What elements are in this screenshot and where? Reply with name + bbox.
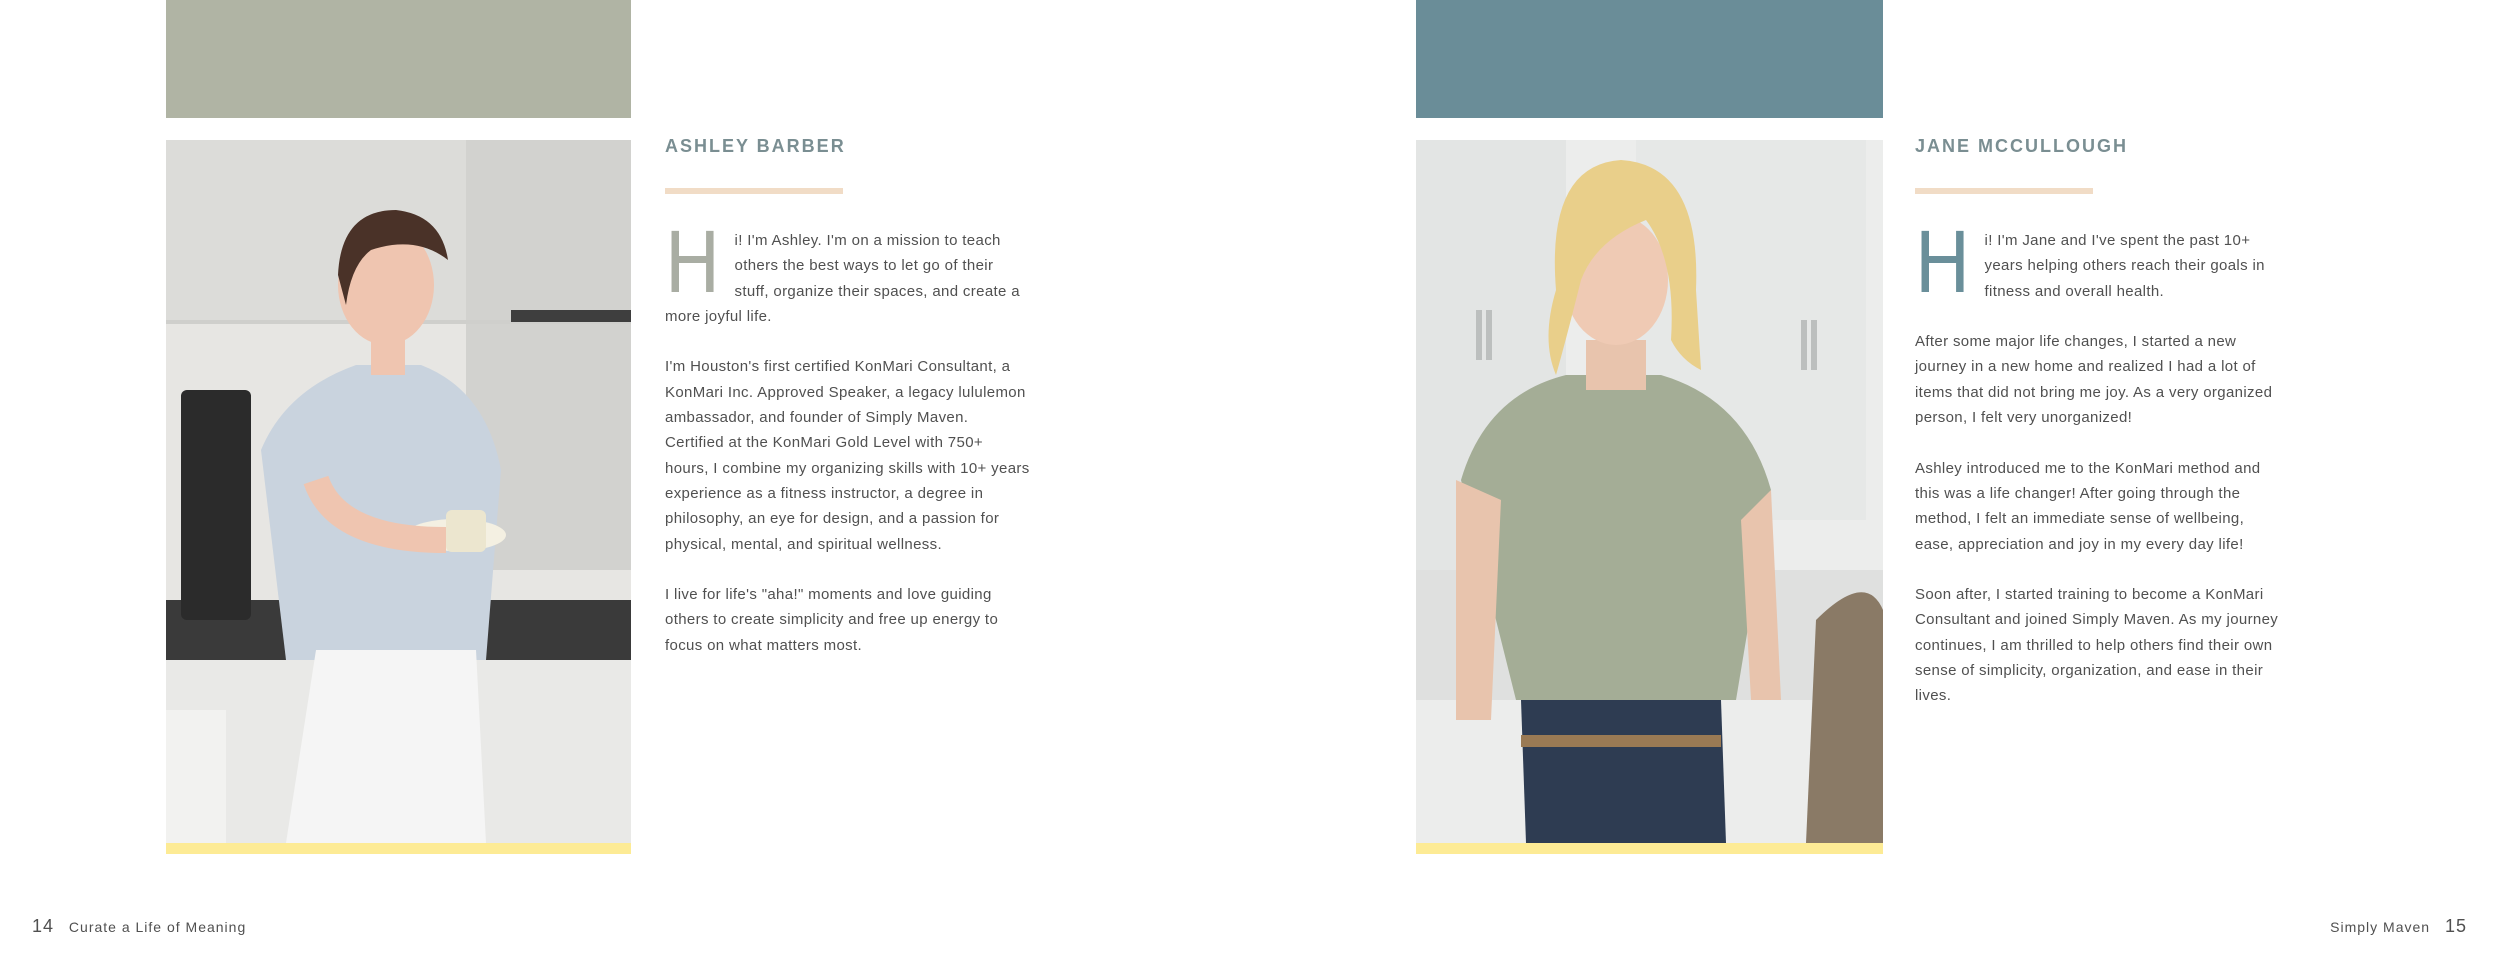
bio-paragraph: I live for life's "aha!" moments and love guiding others to create simplicity and free up energy to focus on what matters most. xyxy=(665,586,999,654)
drop-cap: H xyxy=(1914,214,1972,312)
jane-photo xyxy=(1416,140,1883,843)
photo-underline-bar xyxy=(1416,843,1883,854)
bio-paragraph: After some major life changes, I started a new journey in a new home and realized I had a lot of items that did not bring me joy. As a very organized person, I felt very unorganized! xyxy=(1915,333,2273,427)
footer-title: Curate a Life of Meaning xyxy=(68,919,247,935)
person-name: ASHLEY BARBER xyxy=(665,136,846,156)
bio-paragraph: Ashley introduced me to the KonMari method and this was a life changer! After going through the method, I felt an immediate sense of wellbeing, ease, appreciation and joy in my every day life! xyxy=(1915,459,2261,553)
bio-text xyxy=(1914,214,2280,734)
bio-paragraph: Hi! I'm Ashley. I'm on a mission to teach others the best ways to let go of their stuff, organize their spaces, and create a more joyful life. xyxy=(664,214,1020,325)
bio-paragraph: Soon after, I started training to become a KonMari Consultant and joined Simply Maven. As my journey continues, I am thrilled to help others find their own sense of simplicity, organization, and ease in their lives. xyxy=(1915,586,2279,705)
bio-text xyxy=(664,214,1030,683)
page-footer xyxy=(32,916,246,937)
name-underline xyxy=(1915,188,2093,194)
page-number: 14 xyxy=(32,916,55,936)
person-name: JANE MCCULLOUGH xyxy=(1915,136,2128,156)
blue-color-block xyxy=(1416,0,1883,118)
bio-paragraph: Hi! I'm Jane and I've spent the past 10+ years helping others reach their goals in fitness and overall health. xyxy=(1914,214,2265,312)
page-footer xyxy=(2330,916,2467,937)
footer-title: Simply Maven xyxy=(2330,919,2431,935)
drop-cap: H xyxy=(664,214,722,312)
page-number: 15 xyxy=(2444,916,2467,936)
sage-color-block xyxy=(166,0,631,118)
bio-paragraph: I'm Houston's first certified KonMari Consultant, a KonMari Inc. Approved Speaker, a legacy lululemon ambassador, and founder of Simply Maven. Certified at the KonMari Gold Level with 750+ hours, I combine my organizing skills with 10+ years experience as a fitness instructor, a degree in philosophy, an eye for design, and a passion for physical, mental, and spiritual wellness. xyxy=(665,358,1030,553)
photo-underline-bar xyxy=(166,843,631,854)
ashley-photo xyxy=(166,140,631,843)
right-page xyxy=(1250,0,2500,966)
name-underline xyxy=(665,188,843,194)
